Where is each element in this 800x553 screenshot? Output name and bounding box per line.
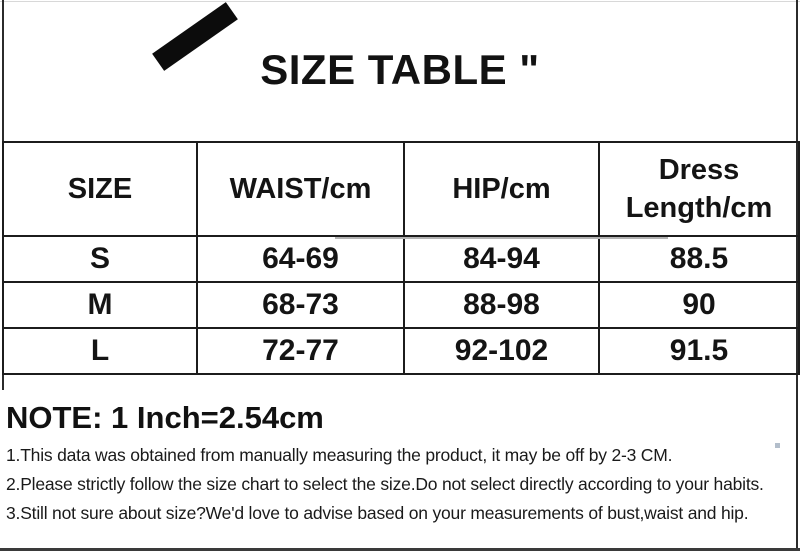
cell-waist-l: 72-77 xyxy=(197,328,404,374)
scan-artifact-line xyxy=(335,237,668,239)
size-table-header-row xyxy=(3,142,799,236)
cell-size-m: M xyxy=(3,282,197,328)
note-item-3: 3.Still not sure about size?We'd love to advise based on your measurements of bust,waist and hip. xyxy=(6,503,749,523)
header-dress-length: Dress Length/cm xyxy=(599,142,799,236)
size-table xyxy=(2,141,800,375)
cell-hip-m: 88-98 xyxy=(404,282,599,328)
top-border-line xyxy=(0,1,800,2)
header-hip: HIP/cm xyxy=(404,142,599,236)
cell-dress-l: 91.5 xyxy=(599,328,799,374)
note-list xyxy=(6,441,796,528)
note-item-1: 1.This data was obtained from manually measuring the product, it may be off by 2-3 CM. xyxy=(6,445,673,465)
cell-dress-s: 88.5 xyxy=(599,236,799,282)
header-waist: WAIST/cm xyxy=(197,142,404,236)
header-size: SIZE xyxy=(3,142,197,236)
cell-waist-m: 68-73 xyxy=(197,282,404,328)
cell-size-s: S xyxy=(3,236,197,282)
table-row-l xyxy=(3,328,799,374)
note-heading: NOTE: 1 Inch=2.54cm xyxy=(6,400,324,435)
note-item-2: 2.Please strictly follow the size chart to select the size.Do not select directly according to your habits. xyxy=(6,474,764,494)
bottom-border-bar xyxy=(0,548,800,551)
table-row-m xyxy=(3,282,799,328)
cell-hip-s: 84-94 xyxy=(404,236,599,282)
cell-size-l: L xyxy=(3,328,197,374)
table-row-s xyxy=(3,236,799,282)
cell-waist-s: 64-69 xyxy=(197,236,404,282)
cell-hip-l: 92-102 xyxy=(404,328,599,374)
cell-dress-m: 90 xyxy=(599,282,799,328)
page-title: SIZE TABLE " xyxy=(260,46,540,93)
